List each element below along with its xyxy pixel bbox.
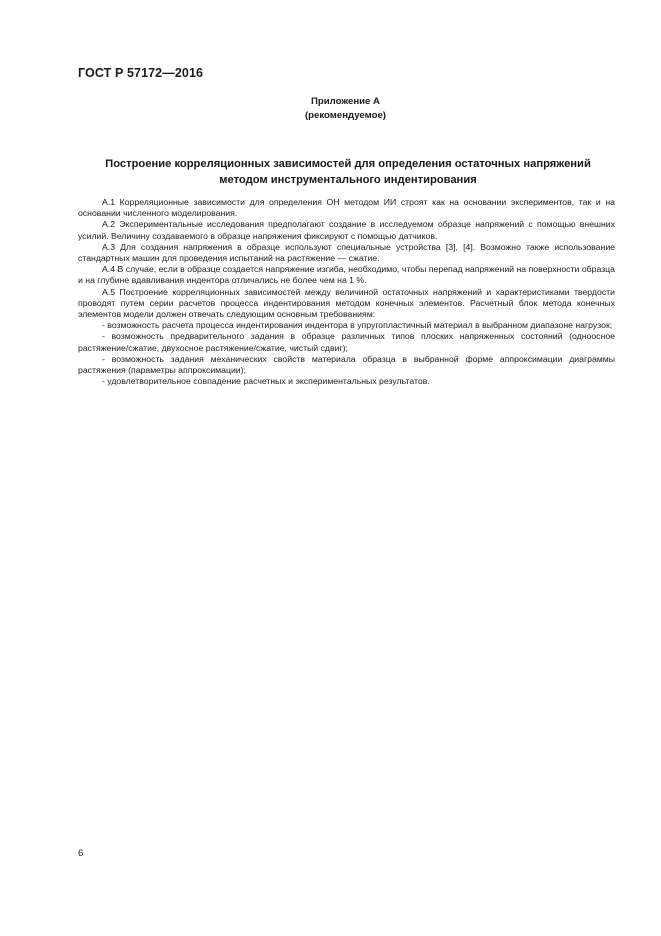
list-item-requirement: - возможность расчета процесса индентирования индентора в упругопластичный материал в выбранном диапазоне нагрузок;: [102, 320, 613, 331]
paragraph-a1: А.1 Корреляционные зависимости для определения ОН методом ИИ строят как на основании экспериментов, так и на основании численного моделирования.: [78, 197, 615, 219]
body-text: [78, 197, 615, 387]
section-title: [78, 156, 618, 188]
appendix-heading: [0, 95, 661, 123]
list-item-requirement: - возможность предварительного задания в образце различных типов плоских напряженных состояний (одноосное растяжение/сжатие, двухосное растяжение/сжатие, чистый сдвиг);: [78, 331, 615, 353]
document-code: ГОСТ Р 57172—2016: [78, 66, 204, 80]
section-title-line-1: Построение корреляционных зависимостей для определения остаточных напряжений: [105, 158, 591, 170]
section-title-line-2: методом инструментального индентирования: [219, 174, 477, 186]
list-item-requirement: - возможность задания механических свойств материала образца в выбранной форме аппроксимации диаграммы растяжения (параметры аппроксимации);: [78, 353, 615, 376]
paragraph-a3: А.3 Для создания напряжения в образце используют специальные устройства [3], [4]. Возможно также использование стандартных машин для проведения испытаний на растяжение — сжатие.: [78, 241, 615, 264]
page-number: 6: [78, 848, 84, 859]
appendix-label: Приложение А: [311, 96, 380, 107]
paragraph-a2: А.2 Экспериментальные исследования предполагают создание в исследуемом образце напряжений с помощью внешних усилий. Величину создаваемого в образце напряжения фиксируют с помощью датчиков.: [78, 219, 615, 241]
paragraph-a5: А.5 Построение корреляционных зависимостей между величиной остаточных напряжений и характеристиками твердости проводят путем серии расчетов процесса индентирования методом конечных элементов. Расчетный блок метода конечных элементов модели должен отвечать следующим основным требованиям:: [78, 286, 615, 320]
appendix-status: (рекомендуемое): [304, 110, 386, 121]
paragraph-a4: А.4 В случае, если в образце создается напряжение изгиба, необходимо, чтобы перепад напряжений на поверхности образца и на глубине вдавливания индентора отличались не более чем на 1 %.: [78, 264, 615, 286]
list-item-requirement: - удовлетворительное совпадение расчетных и экспериментальных результатов.: [102, 376, 430, 387]
